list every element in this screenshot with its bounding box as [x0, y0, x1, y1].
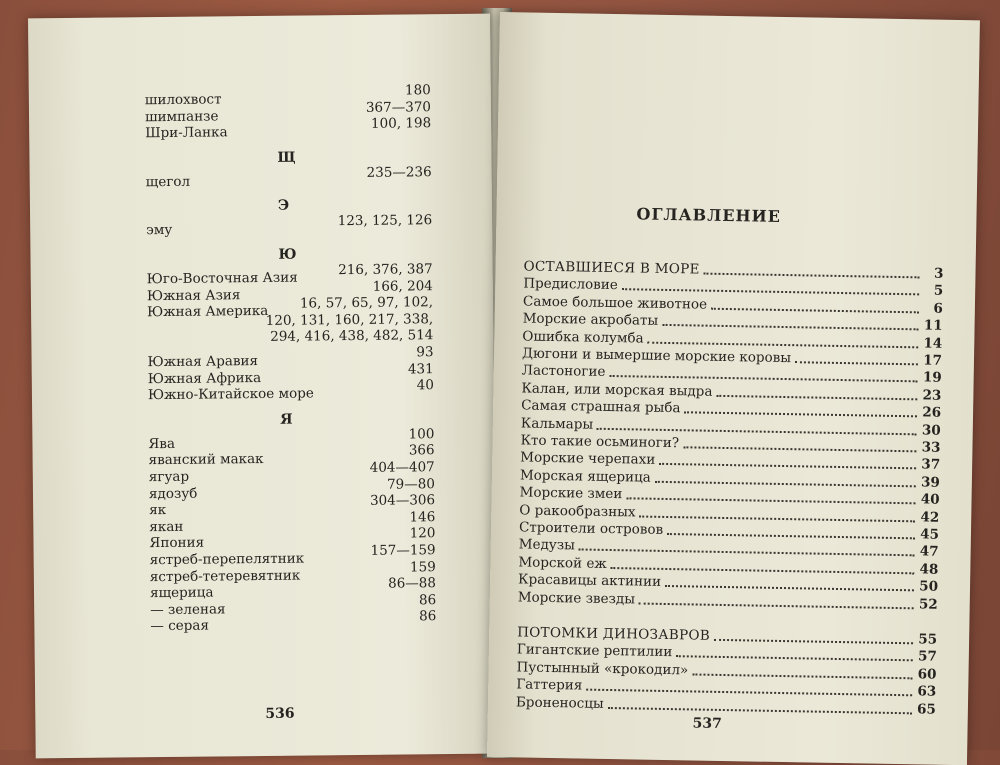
toc-entry-page: 47 [919, 543, 939, 561]
index-entry-name: шилохвост [144, 91, 222, 109]
index-entry-name: Южная Америка [147, 303, 269, 321]
index-entry-name: эму [146, 222, 173, 239]
index-entry-pages: 123, 125, 126 [337, 212, 433, 230]
index-entry-name: як [149, 502, 167, 519]
index-entry-name: ястреб-перепелятник [149, 550, 305, 569]
toc-entry-page: 55 [918, 631, 938, 648]
index-list [28, 14, 490, 635]
toc-entry-title: Ластоногие [521, 362, 606, 381]
left-page-number: 536 [265, 705, 295, 722]
index-entry-name: Япония [149, 534, 205, 552]
toc-entry-page: 57 [917, 648, 937, 666]
toc-entry-title: Морские черепахи [520, 449, 656, 469]
index-entry-name: щегол [145, 173, 191, 190]
toc-entry-page: 60 [917, 666, 937, 683]
toc-entry-title: Ошибка колумба [522, 328, 644, 347]
toc-leader-dots [714, 628, 913, 644]
index-entry-pages: 235—236 [366, 163, 432, 181]
toc-entry-page: 14 [923, 335, 943, 352]
left-page-index [28, 14, 498, 759]
toc-entry-title: Кто такие осьминоги? [520, 432, 680, 452]
toc-entry-page: 3 [933, 265, 944, 282]
index-letter-heading: Щ [277, 149, 296, 166]
index-entry-pages: 120, 131, 160, 217, 338, [265, 310, 434, 329]
toc-entry-title: Самая страшная рыба [520, 397, 681, 417]
index-entry-pages: 100 [408, 425, 435, 443]
index-entry-name: Южная Азия [146, 286, 241, 304]
index-entry-pages: 366 [408, 442, 435, 459]
toc-leader-dots [684, 400, 917, 417]
toc-entry-page: 17 [923, 352, 943, 369]
toc-entry-title: О ракообразных [519, 502, 636, 521]
toc-entry-page: 30 [921, 422, 941, 439]
toc-leader-dots [711, 297, 919, 314]
toc-entry-page: 5 [933, 283, 944, 300]
toc-entry-title: Гигантские рептилии [516, 641, 673, 661]
toc-entry-title: Кальмары [520, 415, 594, 433]
toc-entry-title: Гаттерия [516, 676, 583, 694]
toc-entry-title: Пустынный «крокодил» [516, 659, 689, 679]
toc-entry-title: Морской еж [518, 554, 607, 572]
toc-entry-page: 65 [916, 700, 937, 718]
index-entry-pages: 180 [404, 82, 431, 99]
index-entry-pages: 86 [418, 591, 437, 609]
index-entry-name: Шри-Ланка [145, 124, 228, 142]
toc-entry-page: 48 [919, 561, 939, 578]
index-letter-heading: Ю [278, 246, 297, 263]
index-entry-pages: 86—88 [388, 575, 437, 592]
index-entry-name: Южно-Китайское море [147, 385, 314, 404]
index-entry-name: — зеленая [150, 601, 226, 618]
index-entry-name: Ява [148, 435, 176, 452]
toc-entry-title: Медузы [518, 536, 576, 554]
toc-entry-page: 42 [920, 509, 940, 526]
index-entry-pages: 79—80 [386, 475, 435, 493]
index-entry-pages: 93 [416, 344, 434, 361]
toc-entry-title: Калан, или морская выдра [521, 380, 713, 400]
index-entry-pages: 120 [409, 525, 436, 542]
toc-entry-title: Самое большое животное [522, 293, 708, 313]
index-entry-pages: 294, 416, 438, 482, 514 [270, 327, 434, 346]
index-entry-pages: 16, 57, 65, 97, 102, [299, 294, 434, 312]
index-entry-pages: 40 [416, 377, 434, 394]
index-entry-pages: 216, 376, 387 [338, 261, 433, 279]
index-entry-pages: 166, 204 [372, 277, 433, 295]
index-entry-name: яванский макак [148, 451, 264, 469]
toc-leader-dots [795, 350, 918, 365]
index-entry-pages: 404—407 [369, 459, 435, 476]
toc-entry-title: Морские змеи [519, 484, 623, 503]
index-entry-pages: 100, 198 [370, 115, 432, 133]
index-entry-pages: 157—159 [370, 542, 436, 559]
toc-entry-page: 52 [918, 595, 938, 613]
index-entry-pages: 159 [409, 558, 436, 576]
toc-entry-title: Строители островов [518, 519, 664, 538]
toc-entry-page: 39 [920, 474, 940, 491]
index-entry-name: — серая [150, 617, 210, 635]
toc-leader-dots [716, 384, 917, 401]
toc-entry-page: 11 [923, 317, 943, 334]
toc-leader-dots [704, 262, 920, 279]
toc-entry-title: Морские акробаты [522, 310, 659, 329]
toc-entry-page: 33 [921, 439, 941, 456]
toc-entry-title: Дюгони и вымершие морские коровы [521, 345, 792, 367]
toc-entry-title: Предисловие [523, 275, 618, 294]
contents-title: ОГЛАВЛЕНИЕ [636, 204, 782, 226]
index-entry-name: ягуар [148, 468, 190, 486]
toc-entry-page: 40 [920, 491, 940, 508]
toc-leader-dots [692, 662, 912, 679]
index-entry-pages: 431 [407, 360, 434, 378]
toc-entry-title: Морская ящерица [519, 467, 651, 486]
toc-entry-title: ПОТОМКИ ДИНОЗАВРОВ [517, 624, 711, 644]
index-entry-name: ястреб-тетеревятник [149, 567, 301, 585]
toc-leader-dots [676, 645, 913, 662]
index-entry-name: Юго-Восточная Азия [146, 269, 298, 288]
toc-entry-title: Морские звезды [517, 588, 636, 608]
toc-entry-page: 63 [917, 683, 937, 700]
toc-entry-page: 26 [922, 404, 942, 421]
index-entry-name: ядозуб [148, 485, 198, 502]
toc-entry-page: 19 [922, 369, 942, 387]
index-entry-name: ящерица [149, 584, 214, 602]
index-letter-heading: Э [277, 198, 290, 215]
index-entry-pages: 367—370 [365, 98, 432, 116]
toc-entry-page: 45 [920, 526, 940, 543]
index-entry-name: якан [149, 518, 184, 535]
toc-entry-title: ОСТАВШИЕСЯ В МОРЕ [523, 258, 700, 278]
toc-entry-page: 37 [921, 456, 941, 474]
index-entry-pages: 304—306 [369, 492, 436, 510]
index-entry-name: Южная Аравия [147, 353, 259, 371]
right-page-contents [487, 12, 980, 765]
right-page-number: 537 [692, 715, 722, 732]
index-entry-pages: 146 [409, 508, 436, 526]
index-letter-heading: Я [280, 411, 293, 428]
toc-leader-dots [683, 435, 917, 452]
toc-entry-title: Броненосцы [515, 693, 604, 712]
index-entry-name: шимпанзе [144, 108, 219, 125]
index-entry-name: Южная Африка [147, 369, 262, 387]
toc-entry-title: Красавицы актинии [517, 571, 662, 591]
toc-entry-page: 6 [933, 300, 944, 317]
toc-entry-page: 50 [919, 578, 939, 595]
index-entry-pages: 86 [419, 608, 437, 625]
toc-entry-page: 23 [922, 387, 942, 404]
